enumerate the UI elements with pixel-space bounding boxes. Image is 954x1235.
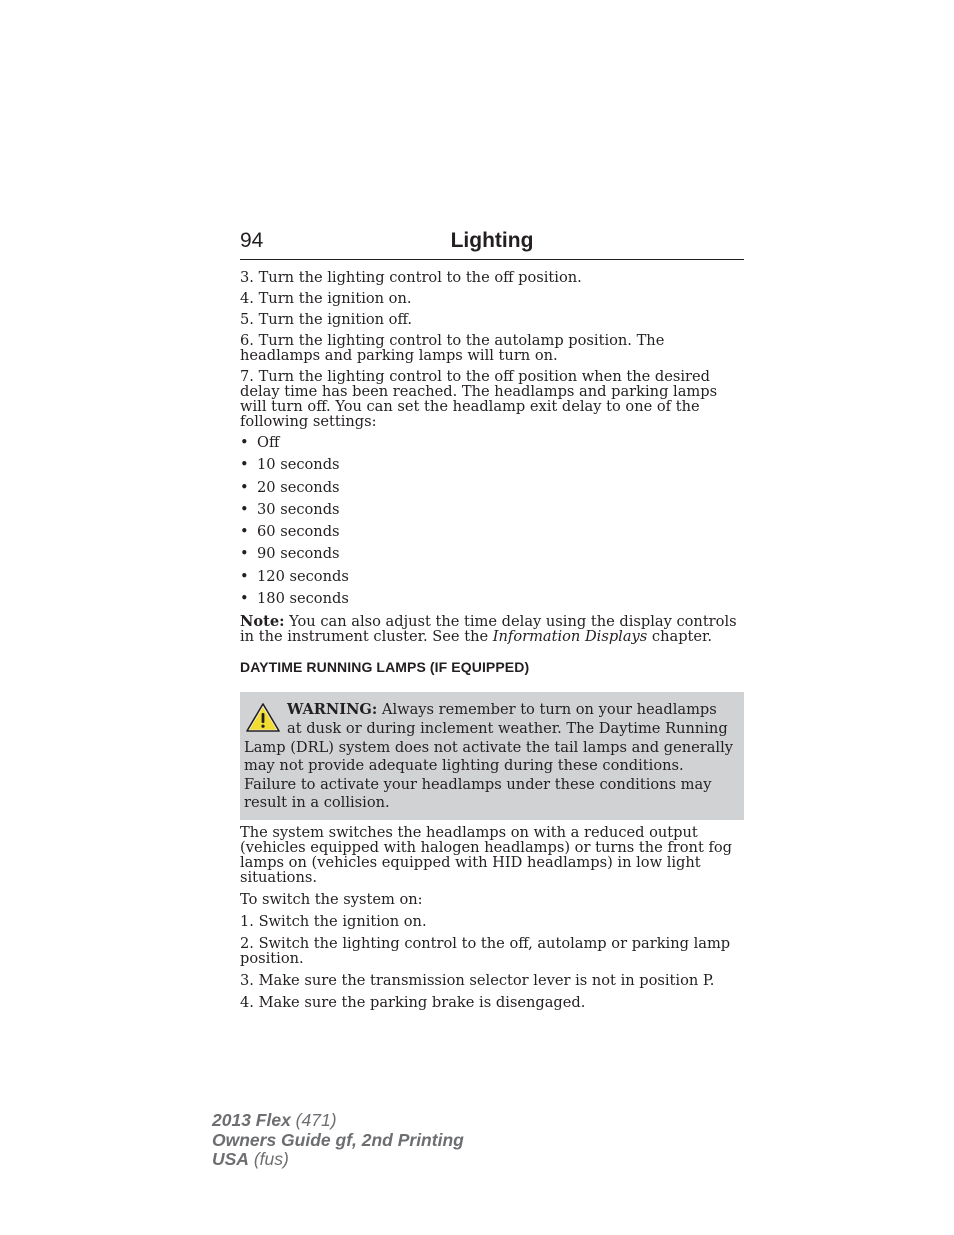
page-number: 94 bbox=[240, 229, 264, 252]
warning-box bbox=[240, 692, 744, 820]
list-item: • 60 seconds bbox=[240, 524, 744, 546]
list-item: • 20 seconds bbox=[240, 480, 744, 502]
step-3: 3. Turn the lighting control to the off position. bbox=[240, 269, 582, 286]
list-item: • Off bbox=[240, 435, 744, 457]
list-item: • 90 seconds bbox=[240, 546, 744, 568]
footer-line-3 bbox=[212, 1150, 464, 1170]
step-5: 5. Turn the ignition off. bbox=[240, 311, 412, 328]
footer-model: 2013 Flex bbox=[212, 1110, 291, 1130]
drl-step-3: 3. Make sure the transmission selector lever is not in position P. bbox=[240, 971, 715, 989]
step-6: 6. Turn the lighting control to the autolamp position. The headlamps and parking lamps will turn on. bbox=[240, 332, 665, 364]
footer-line-1 bbox=[212, 1111, 464, 1131]
warning-label: WARNING: bbox=[287, 701, 378, 719]
page-header bbox=[240, 228, 744, 260]
chapter-reference: Information Displays bbox=[492, 628, 648, 646]
page-footer bbox=[212, 1111, 464, 1170]
step-4: 4. Turn the ignition on. bbox=[240, 290, 412, 307]
warning-triangle-icon bbox=[244, 701, 282, 735]
note-text-before: You can also adjust the time delay using the display controls in the instrument cluster. See the bbox=[240, 613, 737, 646]
footer-market-code: (fus) bbox=[248, 1149, 289, 1169]
list-item: • 10 seconds bbox=[240, 457, 744, 479]
warning-text: Always remember to turn on your headlamps at dusk or during inclement weather. The Daytime Running Lamp (DRL) system does not activate the tail lamps and generally may not provide adequate lighting during these conditions. Failure to activate your headlamps under these conditions may result in a collision. bbox=[244, 701, 733, 812]
drl-description: The system switches the headlamps on with a reduced output (vehicles equipped with halogen headlamps) or turns the front fog lamps on (vehicles equipped with HID headlamps) in low light situations. bbox=[240, 823, 732, 886]
drl-step-4: 4. Make sure the parking brake is disengaged. bbox=[240, 993, 586, 1011]
footer-model-code: (471) bbox=[290, 1110, 337, 1130]
step-7: 7. Turn the lighting control to the off position when the desired delay time has been reached. The headlamps and parking lamps will turn off. You can set the headlamp exit delay to one of the following settings: bbox=[240, 368, 718, 430]
note-paragraph bbox=[240, 614, 744, 644]
list-item: • 120 seconds bbox=[240, 569, 744, 591]
note-text-after: chapter. bbox=[647, 628, 713, 646]
footer-line-2 bbox=[212, 1131, 464, 1151]
steps-top bbox=[240, 270, 744, 429]
footer-market: USA bbox=[212, 1149, 249, 1169]
list-item: • 30 seconds bbox=[240, 502, 744, 524]
section-heading: DAYTIME RUNNING LAMPS (IF EQUIPPED) bbox=[240, 659, 530, 676]
footer-guide: Owners Guide gf, 2nd Printing bbox=[212, 1129, 464, 1150]
page-title: Lighting bbox=[450, 229, 534, 252]
drl-step-1: 1. Switch the ignition on. bbox=[240, 912, 427, 930]
drl-step-2: 2. Switch the lighting control to the off, autolamp or parking lamp position. bbox=[240, 934, 731, 967]
list-item: • 180 seconds bbox=[240, 591, 744, 613]
manual-page bbox=[240, 228, 744, 1017]
delay-options-list bbox=[240, 435, 744, 613]
drl-intro: To switch the system on: bbox=[240, 890, 423, 908]
drl-section bbox=[240, 825, 744, 1010]
note-label: Note: bbox=[240, 613, 285, 631]
